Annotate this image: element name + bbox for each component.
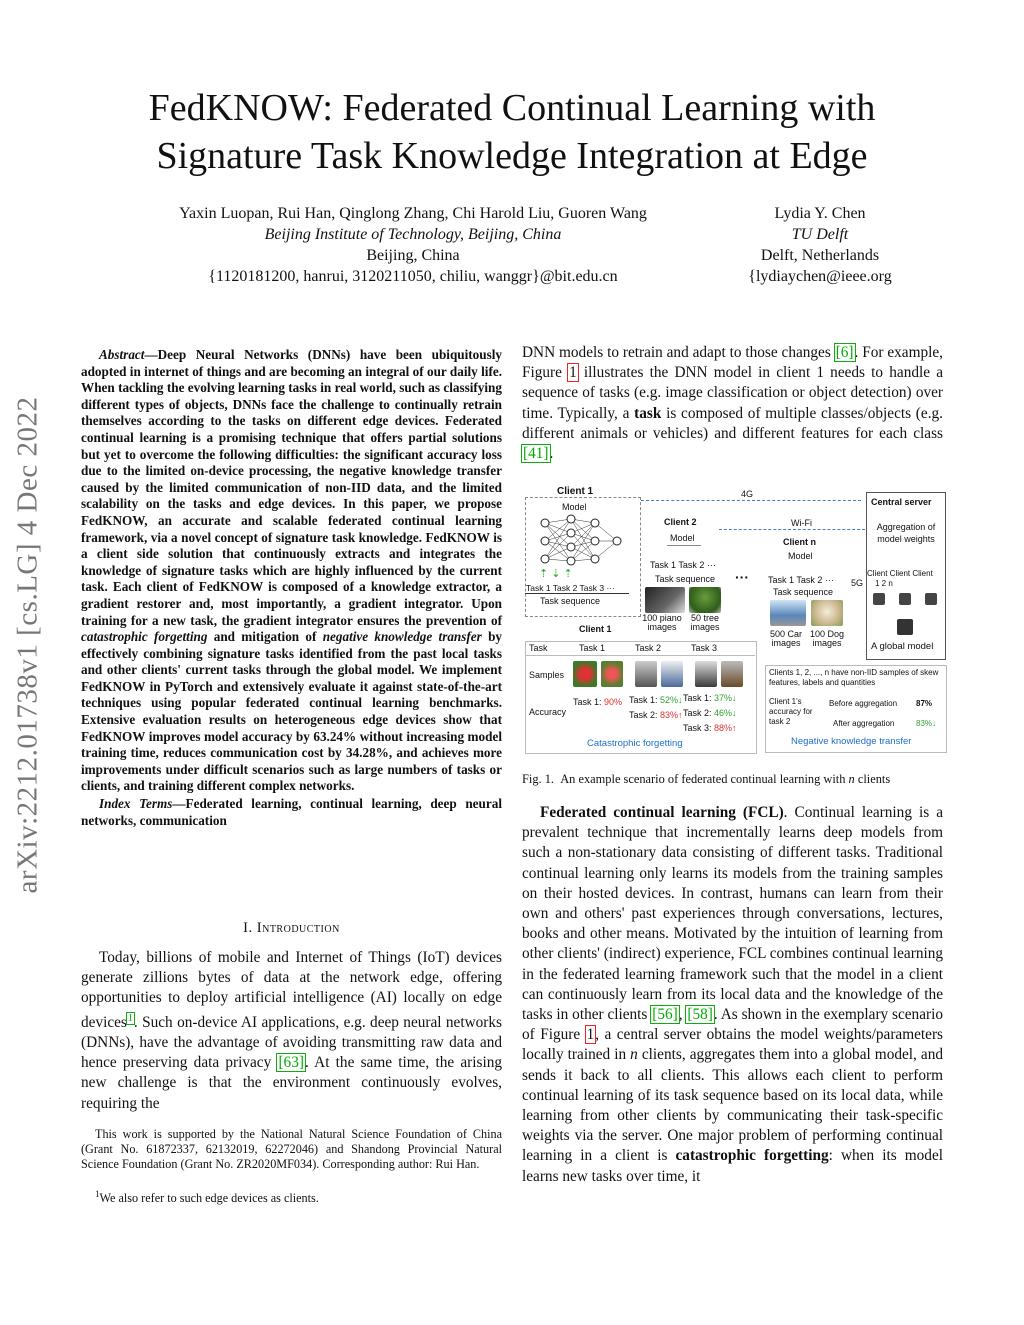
- paper-title: [0, 84, 1024, 180]
- author-affiliation: Beijing Institute of Technology, Beijing, China: [264, 226, 562, 243]
- figure-caption: [522, 772, 946, 787]
- arxiv-id: arXiv:2212.01738v1 [cs.LG] 4 Dec 2022: [11, 396, 44, 894]
- table-t1: Task 1: [579, 643, 606, 653]
- intro-text-3: . At the same time, the arising new challenge is that the environment continuously evolves, requiring the: [81, 1054, 502, 1112]
- fcl-paragraph: [522, 803, 943, 1187]
- acc-c3-t2: 46%: [714, 708, 733, 718]
- table-t3: Task 3: [691, 643, 718, 653]
- index-terms-label: Index Terms: [99, 796, 173, 812]
- acc-c1-label: Task 1:: [573, 697, 602, 707]
- acc-c3-label1: Task 1:: [683, 693, 712, 703]
- sample-chair-1: [695, 661, 717, 687]
- title-line-1: FedKNOW: Federated Continual Learning with: [148, 87, 876, 129]
- acc-c2-row2: Task 2: 83%↑: [629, 710, 683, 720]
- ellipsis: ···: [735, 569, 749, 585]
- net-wifi-label: Wi-Fi: [791, 518, 812, 528]
- authors-left: [110, 203, 716, 287]
- neg-transfer-label: Negative knowledge transfer: [791, 736, 912, 747]
- abstract-em-1: catastrophic forgetting: [81, 629, 208, 645]
- client-2-label: Client 2: [664, 517, 697, 527]
- net-4g-line: [641, 500, 861, 501]
- footnote-funding: This work is supported by the National Natural Science Foundation of China (Grant No. 61872337, 62132019, 62272046) and Shandong Provincial Natural Science Foundation (Grant No. ZR2020MF034). Corresponding author: Rui Han.: [81, 1127, 502, 1171]
- client-1-label: Client 1: [557, 486, 594, 497]
- arrow-up-down-icon: ⇡ ⇣ ⇡: [539, 568, 573, 580]
- section-number: I.: [243, 920, 253, 936]
- abstract: [81, 347, 502, 829]
- footnote-1: [81, 1187, 502, 1206]
- table-task: Task: [529, 643, 548, 653]
- client-1-acc-note: Client 1's accuracy for task 2: [769, 697, 813, 726]
- fcl-text-4: clients, aggregates them into a global model, and sends it back to all clients. This allows each client to perform continual learning of its task sequence based on its local data, while learning from other clients by communicating their task-specific weights via the server. One major problem of performing continual learning in a client is: [522, 1046, 943, 1165]
- table-samples: Samples: [529, 670, 565, 680]
- index-terms-text: —Federated learning, continual learning, deep neural networks, communication: [81, 796, 502, 828]
- author-names: Yaxin Luopan, Rui Han, Qinglong Zhang, Chi Harold Liu, Guoren Wang: [179, 205, 647, 222]
- neural-net-icon: [533, 513, 629, 568]
- abstract-em-2: negative knowledge transfer: [322, 629, 482, 645]
- abstract-text: —Deep Neural Networks (DNNs) have been ubiquitously adopted in internet of things and are becoming an integral of our daily life. When tackling the evolving learning tasks in real world, such as classifying different types of objects, DNNs face the challenge to continually retrain themselves according to the tasks on different edge devices. Federated continual learning is a promising technique that offers partial solutions but yet to overcome the following difficulties: the significant accuracy loss due to the limited on-device processing, the negative knowledge transfer caused by the limited communication of non-IID data, and the limited scalability on the tasks and edge devices. In this paper, we propose FedKNOW, an accurate and scalable federated continual learning framework, via a novel concept of signature task knowledge. FedKNOW is a client side solution that continuously extracts and integrates the knowledge of signature tasks which are highly influenced by the current task. Each client of FedKNOW is composed of a knowledge extractor, a gradient restorer and, most importantly, a gradient integrator. Upon training for a new task, the gradient integrator ensures the prevention of: [81, 347, 502, 628]
- after-value: 83%↓: [916, 719, 937, 728]
- net-4g-label: 4G: [741, 489, 754, 499]
- non-iid-note: Clients 1, 2, ..., n have non-IID samples of skew features, labels and quantities: [769, 668, 939, 687]
- rt-text-e: .: [549, 445, 554, 463]
- acc-c3-row3: Task 3: 88%↑: [683, 723, 737, 733]
- net-wifi-line: [719, 529, 865, 530]
- weight-cube-1: [873, 593, 885, 605]
- author-email[interactable]: {1120181200, hanrui, 3120211050, chiliu, wanggr}@bit.edu.cn: [208, 268, 618, 285]
- section-heading: [81, 920, 502, 937]
- server-client-nums: 1 2 n: [875, 579, 893, 588]
- client-n-task-seq: Task sequence: [773, 587, 834, 597]
- after-aggregation: After aggregation: [833, 719, 895, 728]
- client-n-model: Model: [788, 551, 813, 561]
- client-1-task-seq: Task sequence: [540, 596, 601, 606]
- client-2-model-bar: [667, 545, 701, 546]
- section-title: Introduction: [256, 920, 340, 936]
- rt-text-a: DNN models to retrain and adapt to those changes: [522, 344, 835, 361]
- sample-flower-1: [573, 661, 597, 687]
- abstract-mid: and mitigation of: [207, 629, 323, 645]
- aggregation-label: Aggregation of model weights: [876, 522, 936, 544]
- car-caption: 500 Car images: [769, 629, 803, 648]
- abstract-label: Abstract: [99, 347, 145, 362]
- dog-caption: 100 Dog images: [809, 629, 845, 648]
- author-name-right: Lydia Y. Chen: [774, 205, 866, 222]
- acc-c2-t1: 52%: [660, 695, 679, 705]
- before-aggregation: Before aggregation: [829, 699, 898, 708]
- title-line-2: Signature Task Knowledge Integration at Edge: [156, 135, 868, 177]
- author-affiliation-right: TU Delft: [791, 226, 849, 243]
- weight-cube-2: [899, 593, 911, 605]
- fcl-text-1: . Continual learning is a prevalent technique that incrementally learns deep models from such a non-stationary data consisting of different tasks. Traditional continual learning only learns its models from the training samples on their hosted devices. In contrast, humans can learn from their own and others' past experiences through conversations, lectures, books and other means. Motivated by the intuition of learning from other clients' (indirect) experience, FCL combines continual learning in the federated learning framework such that the model in a client can continuously learn from its local data and the knowledge of the tasks in other clients: [522, 804, 944, 1024]
- client-2-tasks: Task 1 Task 2 ···: [650, 560, 716, 570]
- client-1-table-label: Client 1: [579, 624, 612, 634]
- table-t2: Task 2: [635, 643, 662, 653]
- caption-text: An example scenario of federated continual learning with: [560, 772, 849, 786]
- fcl-bold: catastrophic forgetting: [675, 1147, 829, 1165]
- authors-right: [720, 203, 920, 287]
- arxiv-sidebar: [8, 355, 48, 935]
- client-1-model: Model: [562, 502, 587, 512]
- after-value-text: 83%: [916, 719, 933, 728]
- server-clients: Client Client Client: [867, 569, 933, 578]
- acc-c3-t1: 37%: [714, 693, 733, 703]
- citation-41[interactable]: [41]: [523, 445, 549, 463]
- client-1-tasks: Task 1 Task 2 Task 3 ···: [526, 583, 615, 593]
- server-label: Central server: [871, 497, 932, 507]
- caption-end: clients: [854, 772, 891, 786]
- footnote-mark[interactable]: 1: [127, 1012, 133, 1024]
- client-2-task-seq: Task sequence: [655, 574, 716, 584]
- citation-6[interactable]: [6]: [835, 344, 854, 361]
- fcl-text-3: , a central server obtains the model weights/parameters locally trained in: [522, 1026, 943, 1064]
- global-model-cube: [897, 619, 913, 635]
- fcl-var-n: n: [630, 1046, 638, 1064]
- intro-text-2: . Such on-device AI applications, e.g. deep neural networks (DNNs), have the advantage of avoiding transmitting raw data and hence preserving data privacy: [81, 1013, 502, 1072]
- sample-chair-2: [721, 661, 743, 687]
- caption-var: n: [848, 772, 855, 786]
- figure-1-link-2[interactable]: 1: [586, 1026, 595, 1044]
- acc-c2-label1: Task 1:: [629, 695, 658, 705]
- fcl-text-2: . As shown in the exemplary scenario of Figure: [522, 1006, 943, 1044]
- piano-caption: 100 piano images: [642, 613, 682, 632]
- client-n-label: Client n: [783, 537, 816, 547]
- dog-image: [811, 600, 843, 626]
- catastrophic-forgetting-label: Catastrophic forgetting: [587, 738, 683, 749]
- author-city: Beijing, China: [366, 247, 460, 264]
- client-n-tasks: Task 1 Task 2 ···: [768, 575, 834, 585]
- acc-c3-row2: Task 2: 46%↓: [683, 708, 737, 718]
- author-city-right: Delft, Netherlands: [760, 247, 880, 264]
- table-accuracy: Accuracy: [529, 707, 567, 717]
- client-2-model: Model: [670, 533, 695, 543]
- acc-c2-label2: Task 2:: [629, 710, 658, 720]
- acc-c3-label2: Task 2:: [683, 708, 712, 718]
- car-image: [770, 600, 806, 626]
- acc-c3-label3: Task 3:: [683, 723, 712, 733]
- sample-person-2: [661, 661, 683, 687]
- author-email-right[interactable]: {lydiaychen@ieee.org: [748, 268, 892, 285]
- footnote-1-mark: 1: [95, 1189, 100, 1199]
- caption-label: Fig. 1.: [522, 772, 555, 786]
- acc-c2-row1: Task 1: 52%↓: [629, 695, 683, 705]
- figure-1-link[interactable]: 1: [569, 364, 577, 382]
- intro-text-1: Today, billions of mobile and Internet of Things (IoT) devices generate zillions bytes of data at the network edge, offering opportunities to deploy artificial intelligence (AI) locally on edge devices: [81, 949, 502, 1031]
- tree-caption: 50 tree images: [690, 613, 720, 632]
- piano-image: [645, 587, 685, 613]
- citation-58[interactable]: [58]: [687, 1006, 713, 1024]
- fcl-text-5: : when its model learns new tasks over time, it: [522, 1147, 943, 1185]
- sample-flower-2: [601, 661, 623, 687]
- acc-c3-t3: 88%: [714, 723, 733, 733]
- citation-56[interactable]: [56]: [652, 1006, 678, 1024]
- rt-text-d: is composed of multiple classes/objects (e.g. different animals or vehicles) and different features for each class: [522, 404, 943, 442]
- weight-cube-n: [925, 593, 937, 605]
- global-model-label: A global model: [871, 641, 934, 652]
- task-arrow: [525, 593, 629, 594]
- fcl-comma: ,: [678, 1006, 687, 1024]
- acc-c3-row1: Task 1: 37%↓: [683, 693, 737, 703]
- tree-image: [689, 587, 721, 613]
- intro-paragraph: [81, 948, 502, 1114]
- footnote-1-text: We also refer to such edge devices as clients.: [99, 1191, 319, 1206]
- figure-1: [523, 483, 947, 761]
- citation-63[interactable]: [63]: [278, 1054, 304, 1072]
- sample-person-1: [635, 661, 657, 687]
- table-divider: [525, 655, 755, 656]
- abstract-end: by effectively combining signature tasks identified from the past local tasks and other clients' current tasks through the global model. We implement FedKNOW in PyTorch and extensively evaluate it against state-of-the-art techniques using popular federated continual learning benchmarks. Extensive evaluation results on heterogeneous edge devices show that FedKNOW improves model accuracy by 63.24% without increasing model training time, reduces communication cost by 34.28%, and achieves more improvements under difficult scenarios such as large numbers of tasks or clients, and training different complex networks.: [81, 629, 502, 794]
- acc-c2-t2: 83%: [660, 710, 679, 720]
- net-5g-label: 5G: [851, 578, 864, 588]
- before-value: 87%: [916, 699, 933, 708]
- rt-text-c: illustrates the DNN model in client 1 needs to handle a sequence of tasks (e.g. image classification or object detection) over time. Typically, a: [522, 364, 943, 422]
- acc-c1: [573, 697, 622, 707]
- rt-text-b: . For example, Figure: [522, 344, 943, 382]
- rt-bold-task: task: [634, 404, 662, 422]
- fcl-heading: Federated continual learning (FCL): [540, 804, 784, 821]
- right-top-paragraph: [522, 343, 943, 464]
- acc-c1-t1: 90%: [604, 697, 623, 707]
